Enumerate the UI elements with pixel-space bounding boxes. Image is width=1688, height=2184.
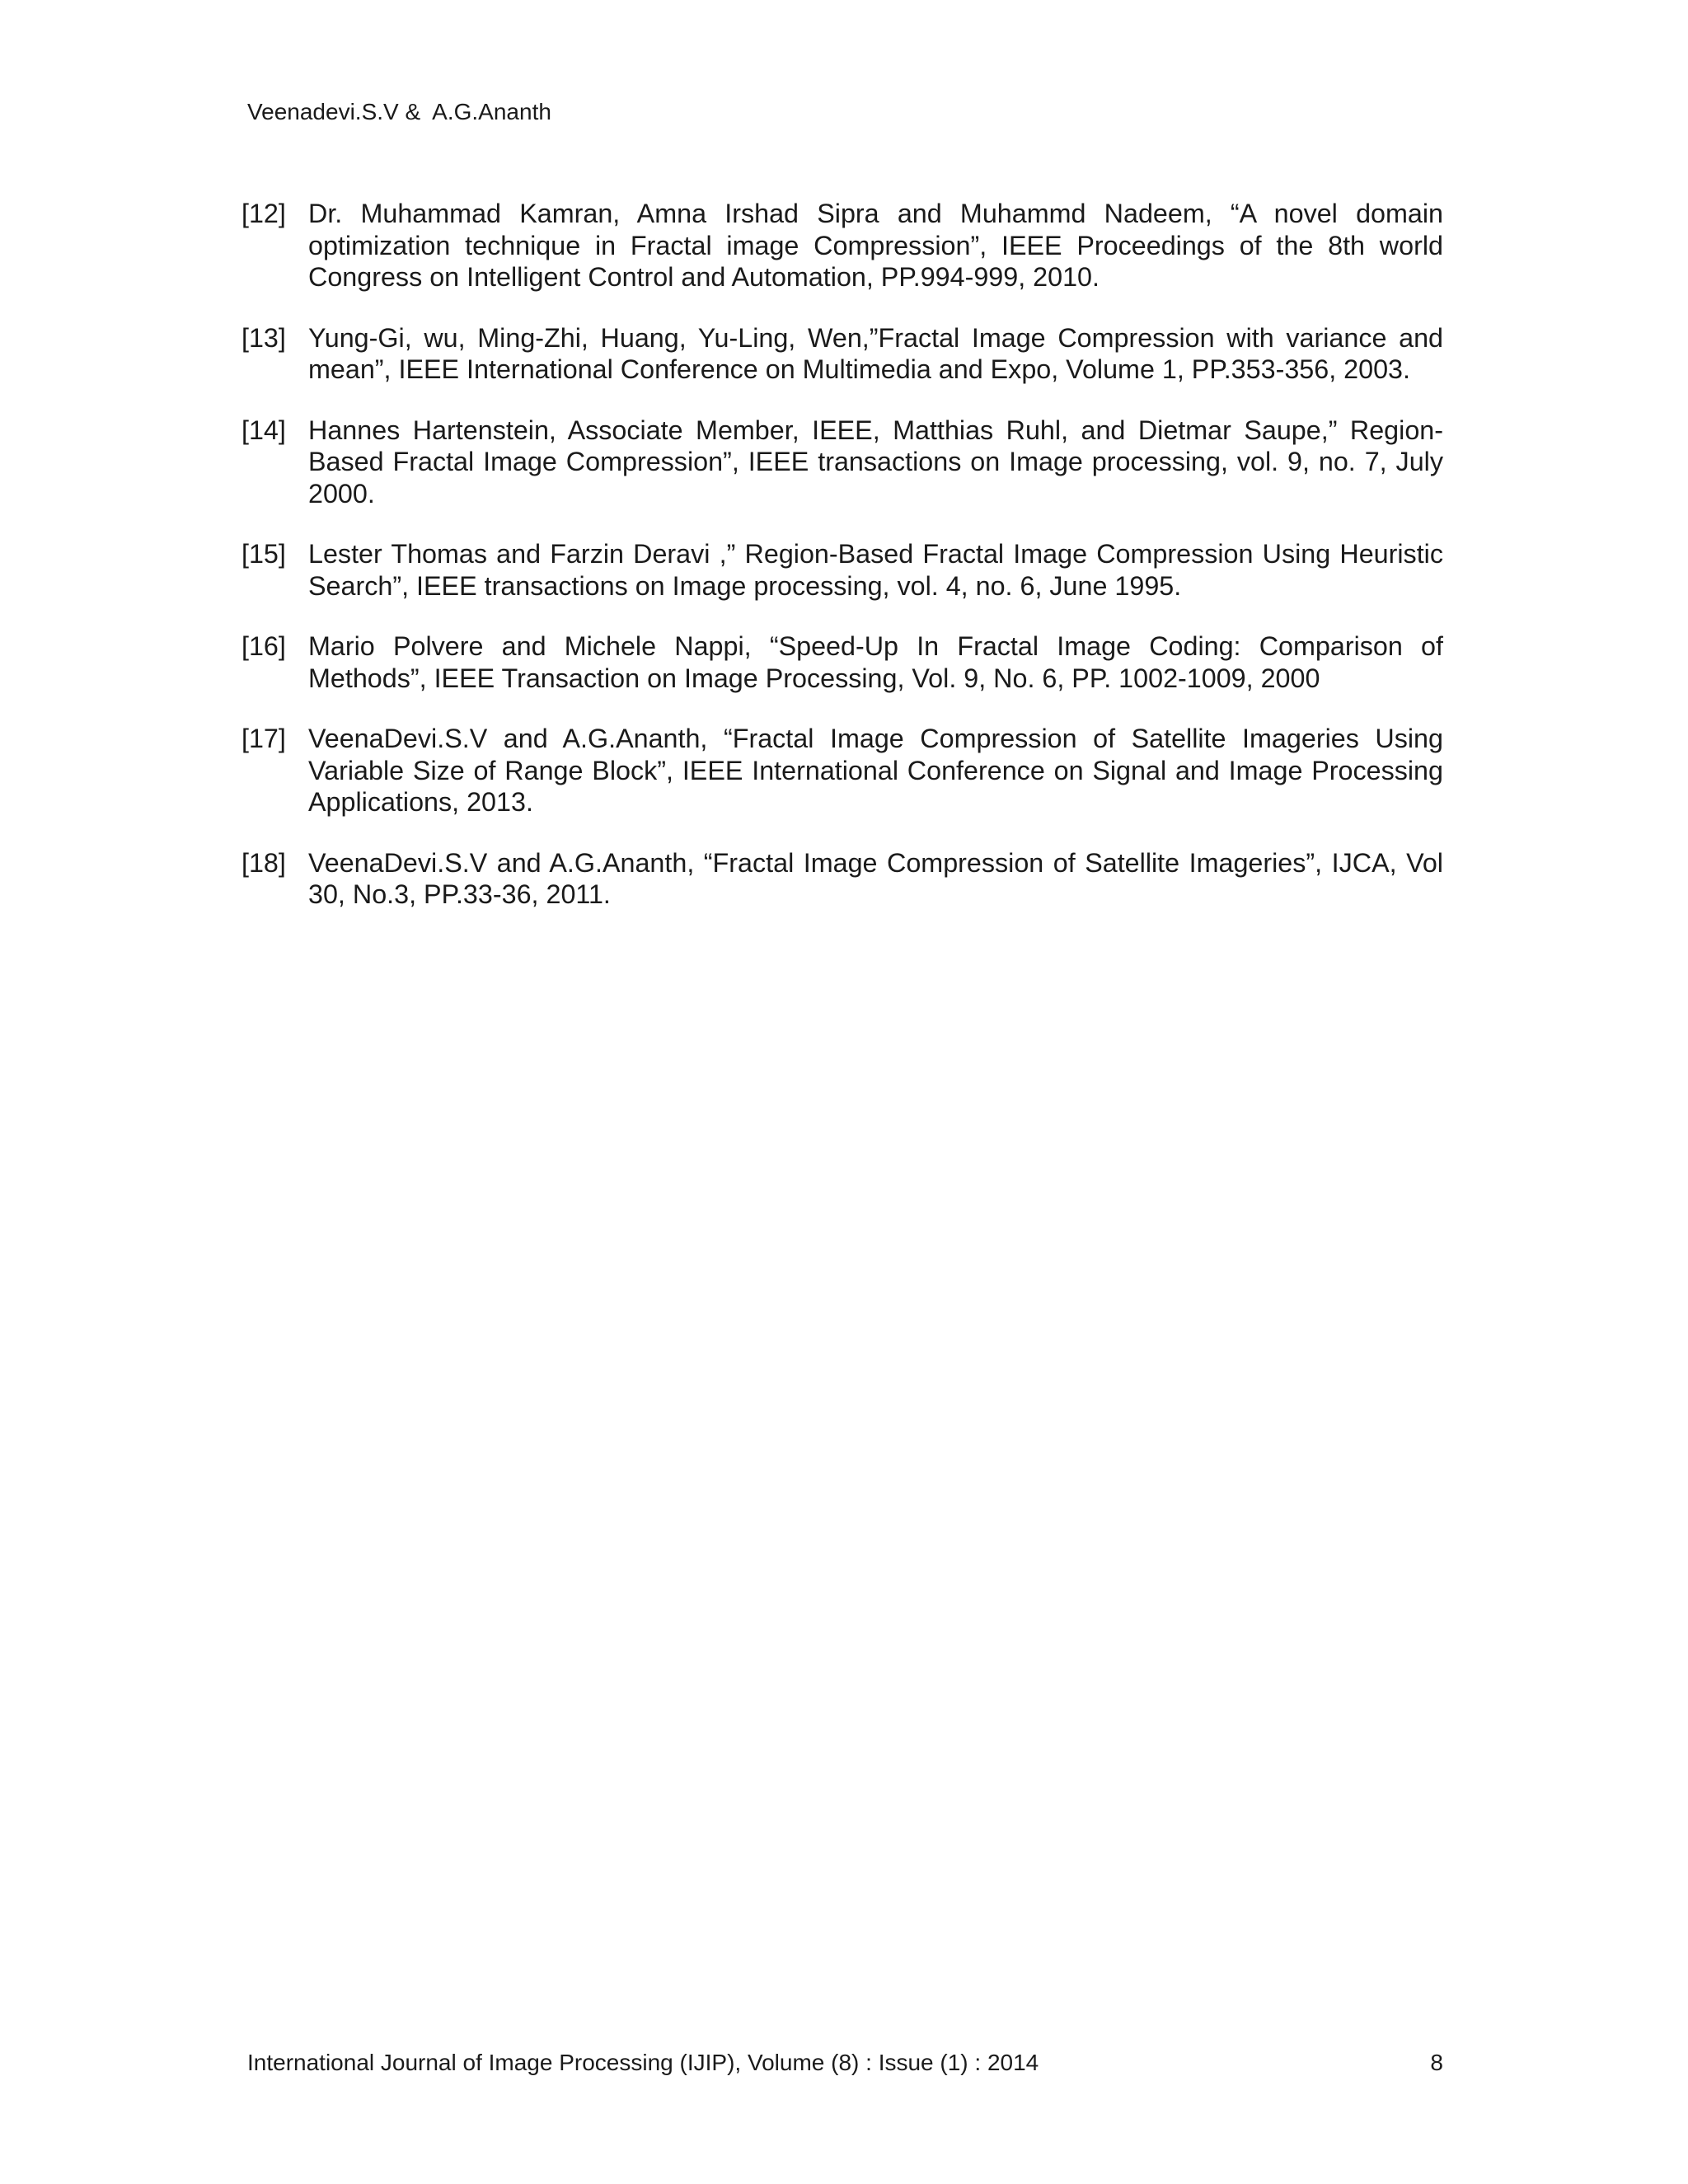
reference-item	[241, 322, 1443, 386]
reference-item	[241, 538, 1443, 602]
reference-number: [14]	[241, 415, 286, 445]
reference-item	[241, 847, 1443, 911]
reference-text: Hannes Hartenstein, Associate Member, IEEE, Matthias Ruhl, and Dietmar Saupe,” Region-Based Fractal Image Compression”, IEEE transactions on Image processing, vol. 9, no. 7, July 2000.	[308, 415, 1443, 509]
footer-journal-citation: International Journal of Image Processing (IJIP), Volume (8) : Issue (1) : 2014	[247, 2050, 1039, 2075]
reference-text: Dr. Muhammad Kamran, Amna Irshad Sipra and Muhammd Nadeem, “A novel domain optimization technique in Fractal image Compression”, IEEE Proceedings of the 8th world Congress on Intelligent Control and Automation, PP.994-999, 2010.	[308, 199, 1443, 292]
reference-text: Lester Thomas and Farzin Deravi ,” Region-Based Fractal Image Compression Using Heuristic Search”, IEEE transactions on Image processing, vol. 4, no. 6, June 1995.	[308, 539, 1443, 601]
reference-item	[241, 723, 1443, 818]
reference-item	[241, 630, 1443, 694]
reference-text: VeenaDevi.S.V and A.G.Ananth, “Fractal Image Compression of Satellite Imageries Using Variable Size of Range Block”, IEEE International Conference on Signal and Image Processing Applications, 2013.	[308, 724, 1443, 817]
reference-number: [16]	[241, 631, 286, 661]
reference-text: VeenaDevi.S.V and A.G.Ananth, “Fractal Image Compression of Satellite Imageries”, IJCA, Vol 30, No.3, PP.33-36, 2011.	[308, 847, 1443, 909]
reference-list	[241, 198, 1443, 940]
reference-number: [12]	[241, 199, 286, 228]
reference-text: Mario Polvere and Michele Nappi, “Speed-Up In Fractal Image Coding: Comparison of Methods”, IEEE Transaction on Image Processing, Vol. 9, No. 6, PP. 1002-1009, 2000	[308, 631, 1443, 693]
page-number: 8	[1430, 2050, 1443, 2075]
reference-text: Yung-Gi, wu, Ming-Zhi, Huang, Yu-Ling, Wen,”Fractal Image Compression with variance and mean”, IEEE International Conference on Multimedia and Expo, Volume 1, PP.353-356, 2003.	[308, 322, 1443, 384]
reference-number: [18]	[241, 847, 286, 878]
reference-number: [15]	[241, 539, 286, 569]
running-head: Veenadevi.S.V & A.G.Ananth	[247, 99, 551, 124]
reference-item	[241, 198, 1443, 293]
reference-number: [13]	[241, 322, 286, 353]
reference-item	[241, 415, 1443, 510]
reference-number: [17]	[241, 724, 286, 753]
